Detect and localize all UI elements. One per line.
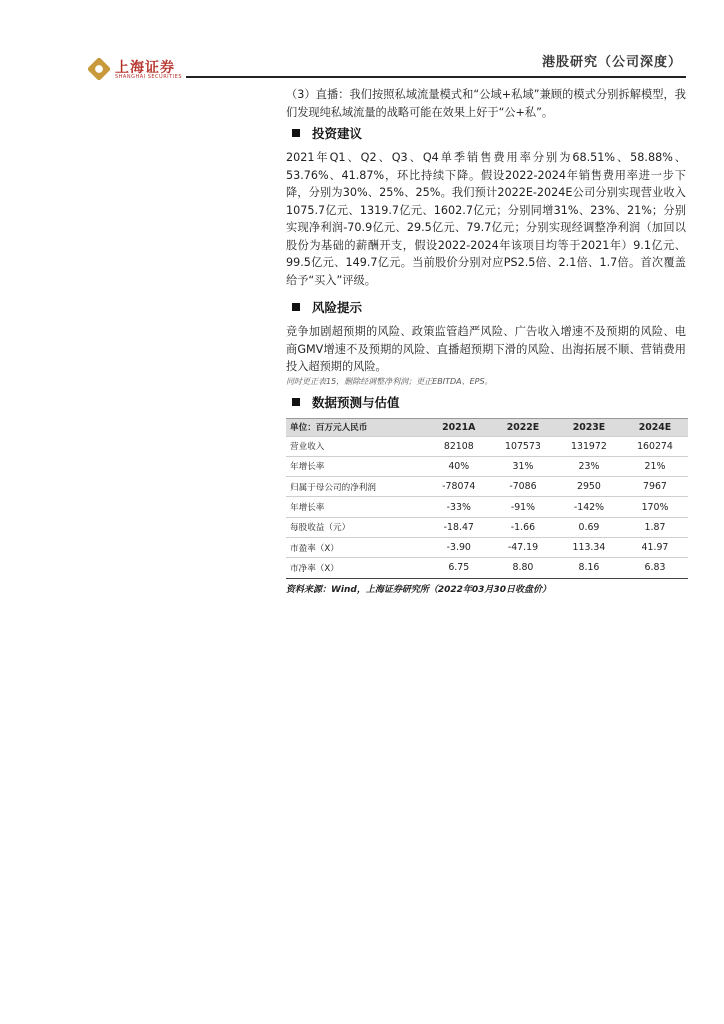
table-cell: 41.97	[622, 537, 688, 557]
investment-section-heading	[286, 123, 686, 143]
row-label: 每股收益（元）	[286, 517, 428, 537]
investment-heading: 投资建议	[312, 126, 363, 141]
livestream-paragraph: （3）直播：我们按照私域流量模式和“公域+私域”兼顾的模式分别拆解模型，我们发现纯私域流量的战略可能在效果上好于“公+私”。	[286, 88, 686, 119]
table-cell: 31%	[490, 456, 556, 476]
row-label: 市盈率（X）	[286, 537, 428, 557]
table-cell: 2950	[556, 477, 622, 497]
document-type: 港股研究（公司深度）	[541, 55, 682, 70]
column-header: 2023E	[556, 418, 622, 436]
logo-name-en: SHANGHAI SECURITIES	[115, 74, 183, 80]
section-bullet-icon	[292, 129, 300, 137]
header-rule	[186, 76, 686, 78]
table-cell: 21%	[622, 456, 688, 476]
table-cell: -47.19	[490, 537, 556, 557]
table-source-note: 资料来源：Wind，上海证券研究所（2022年03月30日收盘价）	[286, 584, 551, 595]
table-cell: -91%	[490, 497, 556, 517]
company-logo	[88, 56, 188, 82]
table-cell: 160274	[622, 436, 688, 456]
table-cell: 1.87	[622, 517, 688, 537]
row-label: 营业收入	[286, 436, 428, 456]
table-row	[286, 497, 688, 517]
row-label: 市净率（X）	[286, 558, 428, 578]
table-cell: 40%	[428, 456, 490, 476]
table-cell: -7086	[490, 477, 556, 497]
table-cell: 8.16	[556, 558, 622, 578]
table-cell: 6.83	[622, 558, 688, 578]
table-cell: -1.66	[490, 517, 556, 537]
logo-emblem-icon	[87, 57, 111, 81]
section-bullet-icon	[292, 303, 300, 311]
table-cell: 0.69	[556, 517, 622, 537]
table-row	[286, 517, 688, 537]
forecast-table	[286, 418, 688, 579]
unit-label: 单位：百万元人民币	[286, 418, 428, 436]
investment-paragraph: 2021年Q1、Q2、Q3、Q4单季销售费用率分别为68.51%、58.88%、53.76%、41.87%，环比持续下降。假设2022-2024年销售费用率进一步下降，分别为30%、25%、25%。我们预计2022E-2024E公司分别实现营业收入1075.7亿元、1319.7亿元、1602.7亿元；分别同增31%、23%、21%；分别实现净利润-70.9亿元、29.5亿元、79.7亿元；分别实现经调整净利润（加回以股份为基础的薪酬开支，假设2022-2024年该项目均等于2021年）9.1亿元、99.5亿元、149.7亿元。当前股价分别对应PS2.5倍、2.1倍、1.7倍。首次覆盖给予“买入”评级。	[286, 151, 686, 287]
table-cell: 113.34	[556, 537, 622, 557]
section-bullet-icon	[292, 398, 300, 406]
table-cell: 107573	[490, 436, 556, 456]
table-cell: 82108	[428, 436, 490, 456]
column-header: 2021A	[428, 418, 490, 436]
risk-paragraph: 竞争加剧超预期的风险、政策监管趋严风险、广告收入增速不及预期的风险、电商GMV增速不及预期的风险、直播超预期下滑的风险、出海拓展不顺、营销费用投入超预期的风险。	[286, 325, 686, 373]
table-cell: -33%	[428, 497, 490, 517]
table-row	[286, 537, 688, 557]
report-body	[286, 86, 686, 595]
correction-note: 同时更正表15，删除经调整净利润；更正EBITDA、EPS。	[286, 376, 493, 386]
table-cell: 6.75	[428, 558, 490, 578]
table-row	[286, 477, 688, 497]
risk-heading: 风险提示	[312, 300, 363, 315]
column-header: 2022E	[490, 418, 556, 436]
logo-name-cn: 上海证券	[115, 60, 175, 76]
table-row	[286, 436, 688, 456]
risk-section-heading	[286, 297, 686, 317]
table-cell: -18.47	[428, 517, 490, 537]
forecast-heading: 数据预测与估值	[312, 394, 400, 410]
table-header-row	[286, 418, 688, 436]
table-cell: -78074	[428, 477, 490, 497]
row-label: 年增长率	[286, 456, 428, 476]
table-cell: -3.90	[428, 537, 490, 557]
table-cell: 170%	[622, 497, 688, 517]
table-row	[286, 456, 688, 476]
table-row	[286, 558, 688, 578]
table-cell: 8.80	[490, 558, 556, 578]
row-label: 年增长率	[286, 497, 428, 517]
table-cell: 7967	[622, 477, 688, 497]
row-label: 归属于母公司的净利润	[286, 477, 428, 497]
table-cell: -142%	[556, 497, 622, 517]
column-header: 2024E	[622, 418, 688, 436]
table-cell: 131972	[556, 436, 622, 456]
table-cell: 23%	[556, 456, 622, 476]
forecast-section-heading	[286, 392, 686, 412]
